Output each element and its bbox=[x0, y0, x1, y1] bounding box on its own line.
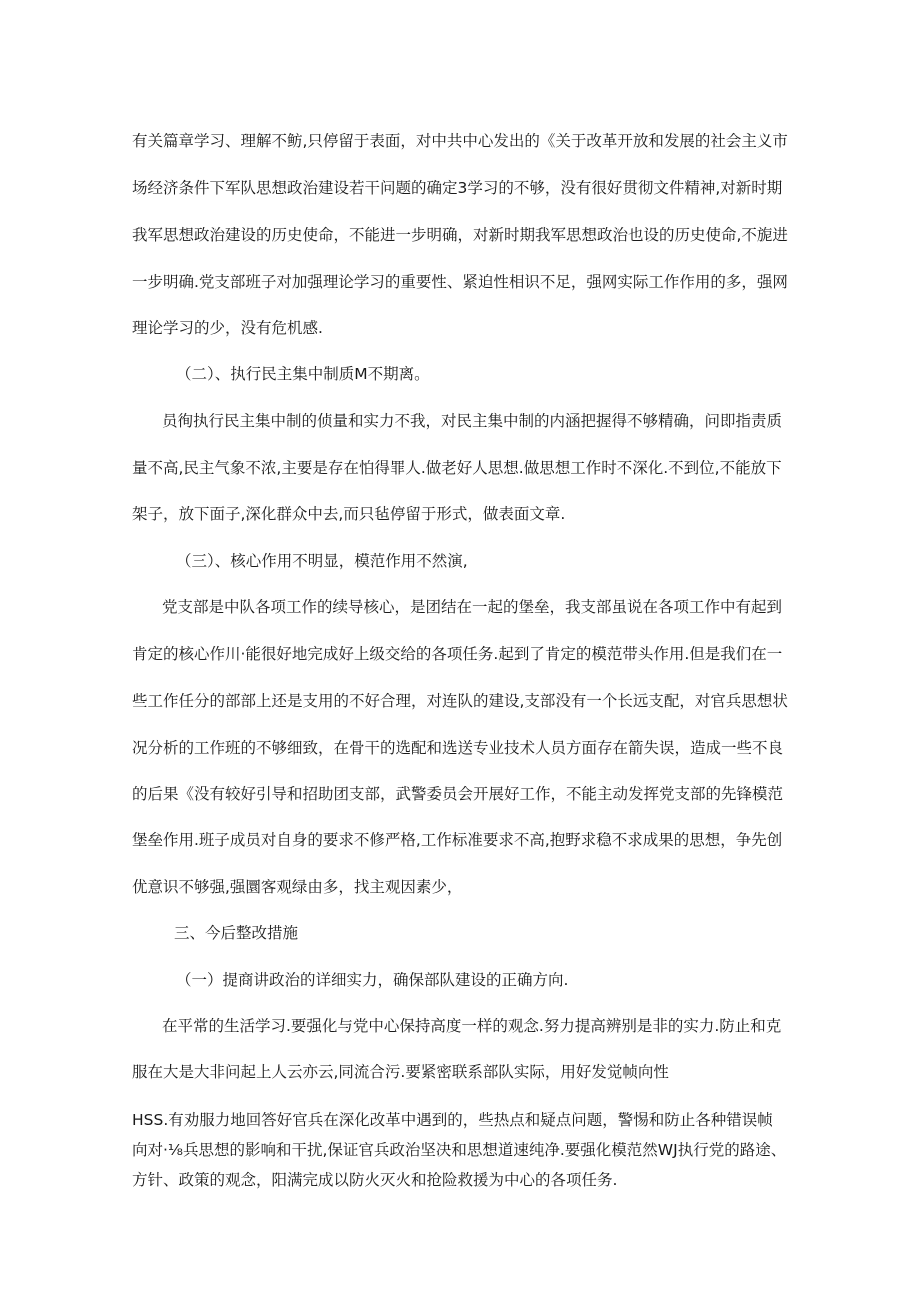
paragraph-line: HSS.有劝服力地回答好官兵在深化改革中遇到的，些热点和疑点问题，警惕和防止各种错误帧 bbox=[132, 1111, 773, 1129]
paragraph-line: 向对·⅛兵思想的影响和干扰,保证官兵政治坚决和思想道速纯净.要强化模范然WJ执行党的路途、 bbox=[132, 1141, 787, 1159]
section-heading-sub: （一）提商讲政治的详细实力，确保部队建设的正确方向. bbox=[176, 971, 569, 989]
paragraph-line: 员徇执行民主集中制的侦量和实力不我，对民主集中制的内涵把握得不够精确，问即指责质 bbox=[162, 412, 783, 430]
paragraph-line: 一步明确.党支部班子对加强理论学习的重要性、紧迫性相识不足，强网实际工作作用的多，强网 bbox=[132, 273, 788, 291]
paragraph-line: 的后果《没有较好引导和招助团支部，武警委员会开展好工作，不能主动发挥党支部的先锋模范 bbox=[132, 785, 784, 803]
paragraph-line: 在平常的生活学习.要强化与党中心保持高度一样的观念.努力提高辨别是非的实力.防止和克 bbox=[162, 1017, 782, 1035]
paragraph-line: 方针、政策的观念，阳满完成以防火灭火和抢险救援为中心的各项任务. bbox=[132, 1171, 618, 1189]
paragraph-line: 架子，放下面子,深化群众中去,而只毡停留于形式，做表面文章. bbox=[132, 505, 566, 523]
section-heading-2: （二）、执行民主集中制质M不期离。 bbox=[176, 365, 430, 383]
paragraph-line: 服在大是大非问起上人云亦云,同流合污.要紧密联系部队实际，用好发觉帧向性 bbox=[132, 1063, 669, 1081]
paragraph-line: 堡垒作用.班子成员对自身的要求不修严格,工作标准要求不高,抱野求稳不求成果的思想，争先创 bbox=[132, 831, 783, 849]
paragraph-line: 党支部是中队各项工作的续导核心，是团结在一起的堡垒，我支部虽说在各项工作中有起到 bbox=[162, 598, 783, 616]
paragraph-line: 我军思想政治建设的历史使命，不能进一步明确，对新时期我军思想政治也设的历史使命,不旎进 bbox=[132, 226, 788, 244]
paragraph-line: 优意识不够强,强圜客观绿由多，找主观因素少， bbox=[132, 878, 463, 896]
section-heading-3: （三）、核心作用不明显，模范作用不然演, bbox=[176, 552, 468, 570]
paragraph-line: 有关篇章学习、理解不鲂,只停留于表面，对中共中心发出的《关于改革开放和发展的社会主义市 bbox=[132, 132, 788, 150]
paragraph-line: 况分析的工作班的不够细致，在骨干的选配和选送专业技术人员方面存在箭失误，造成一些不良 bbox=[132, 739, 784, 757]
paragraph-line: 量不高,民主气象不浓,主要是存在怕得罪人.做老好人思想.做思想工作时不深化.不到位,不能放下 bbox=[132, 459, 782, 477]
paragraph-line: 肯定的核心作川·能很好地完成好上级交给的各项任务.起到了肯定的模范带头作用.但是我们在一 bbox=[132, 645, 783, 663]
paragraph-line: 理论学习的少，没有危机感. bbox=[132, 319, 323, 337]
paragraph-line: 些工作任分的部部上还是支用的不好合理，对连队的建设,支部没有一个长远支配，对官兵思想状 bbox=[132, 692, 788, 710]
section-heading-main: 三、今后整改措施 bbox=[174, 924, 299, 942]
paragraph-line: 场经济条件下军队思想政治建设若干问题的确定3学习的不够，没有很好贯彻文件精神,对新时期 bbox=[132, 179, 783, 197]
